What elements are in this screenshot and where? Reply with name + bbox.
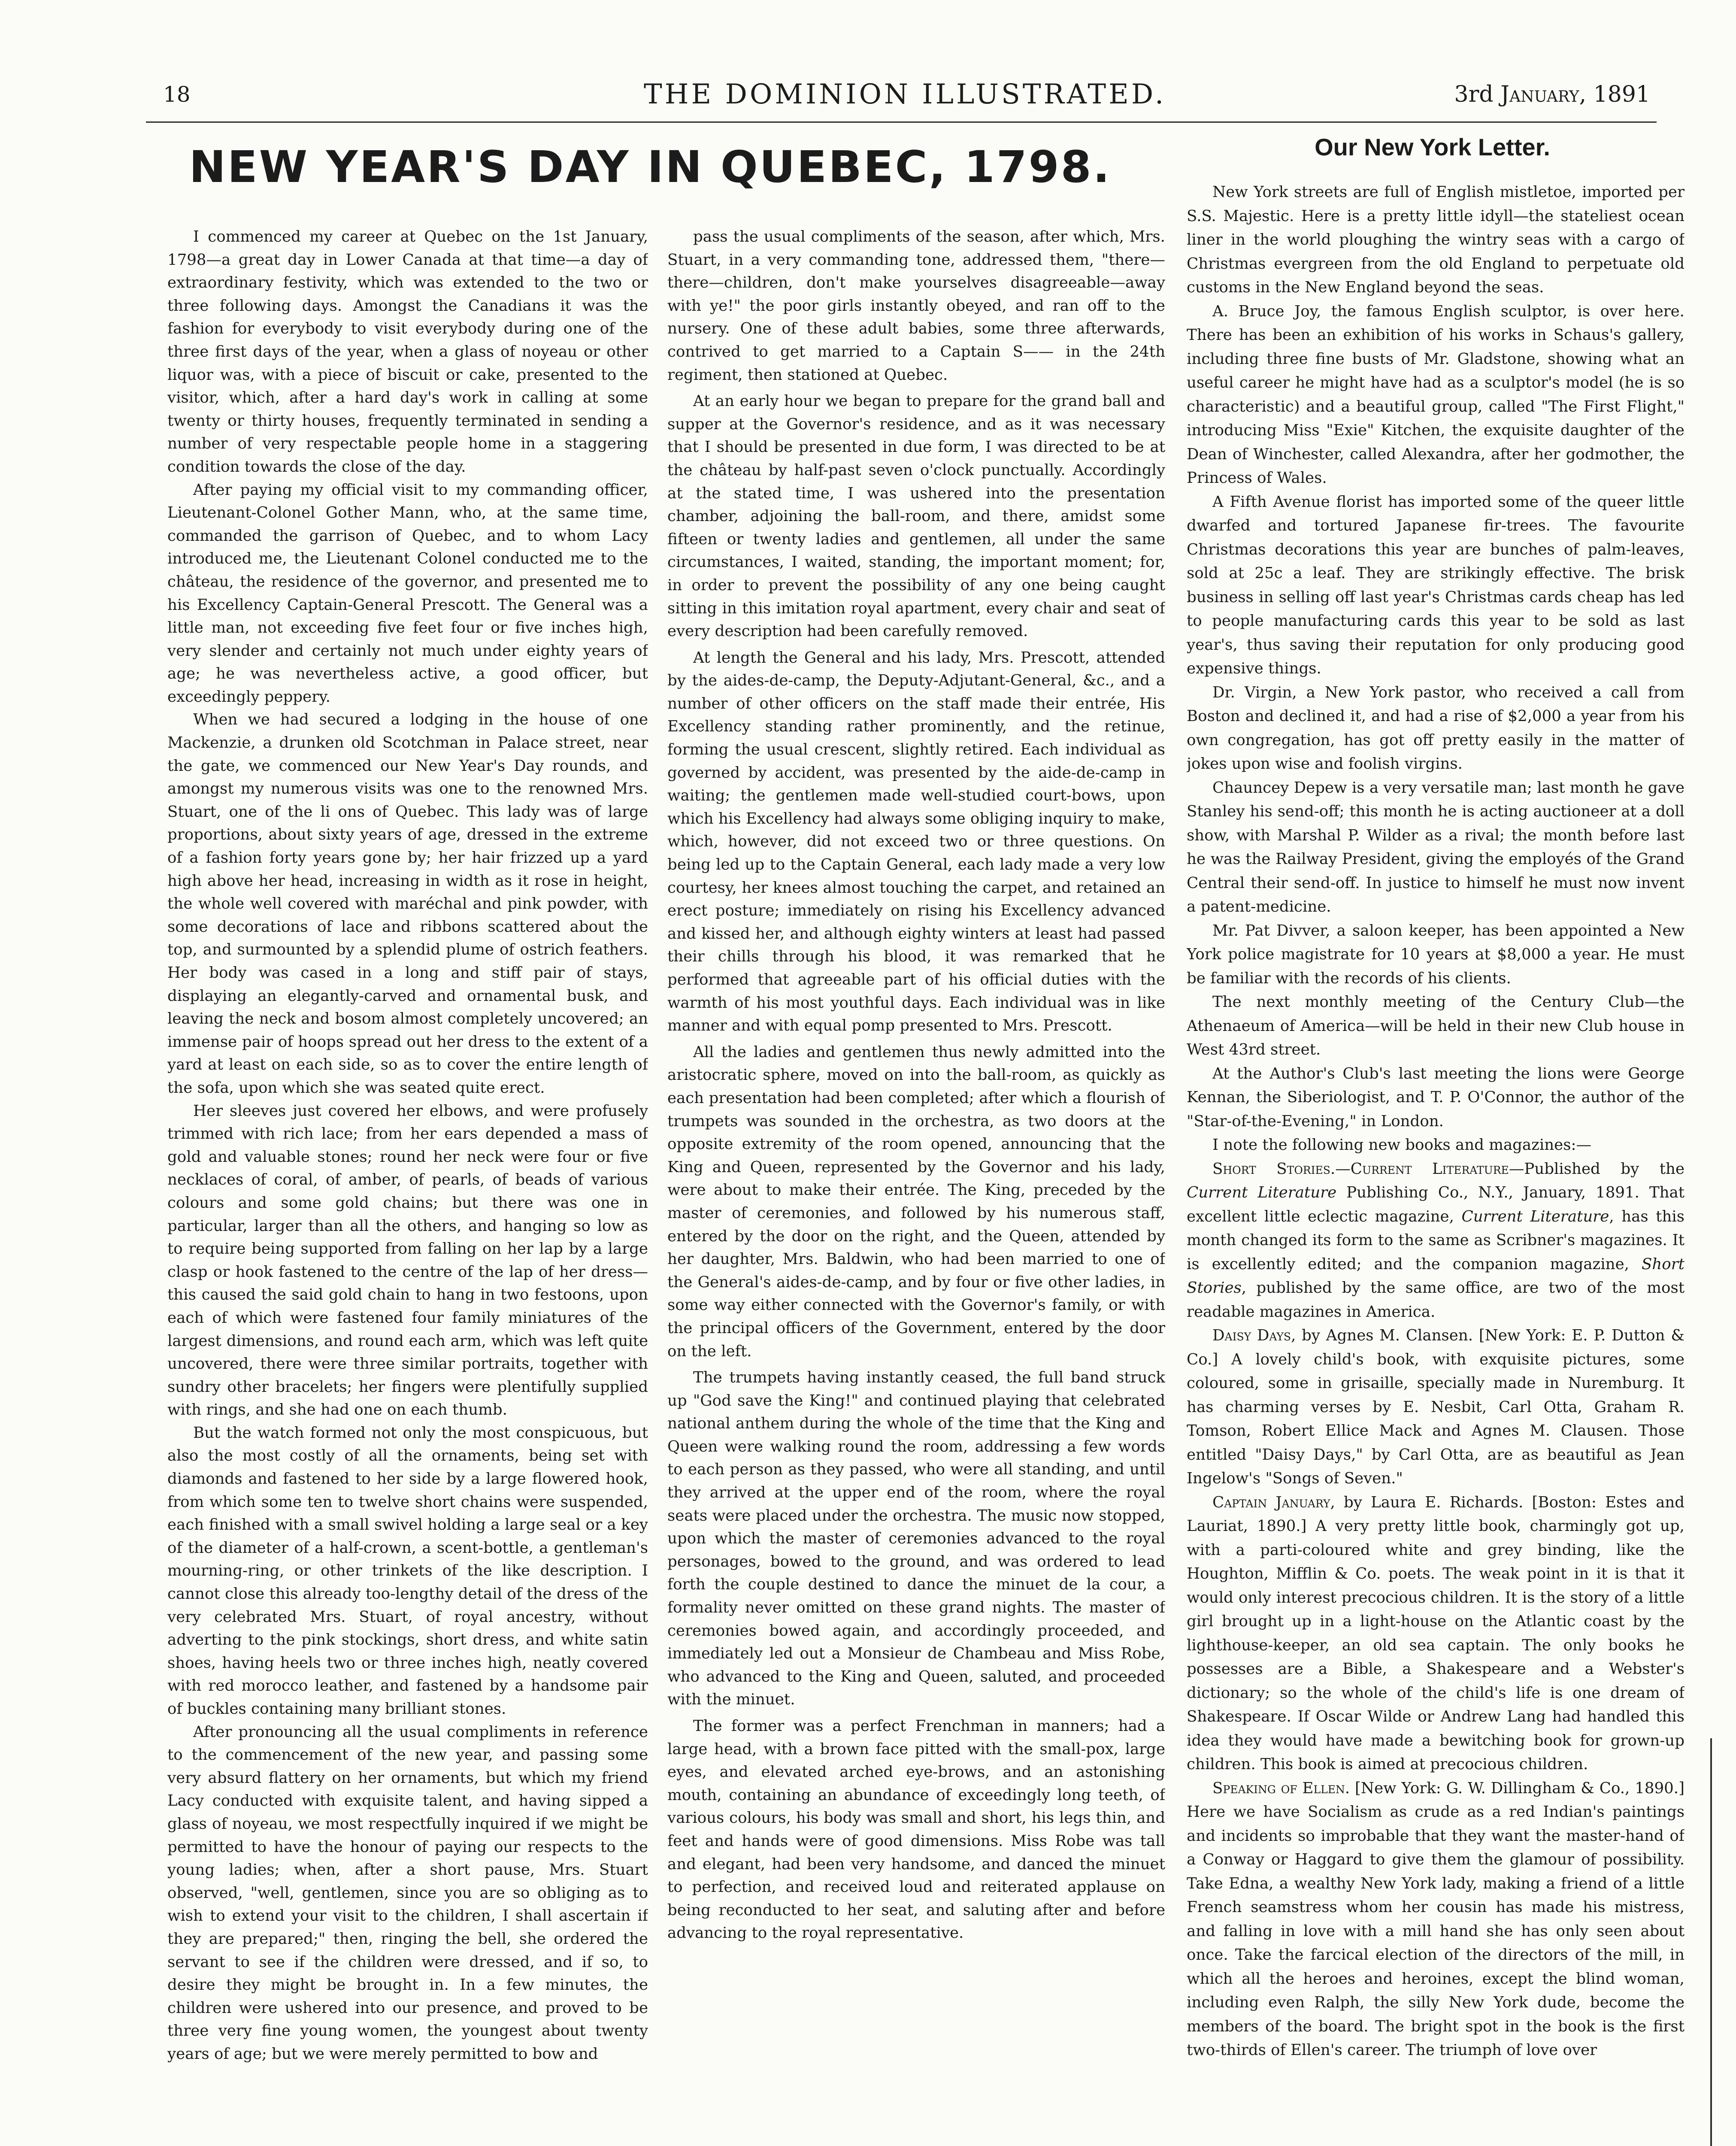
paragraph: But the watch formed not only the most conspicuous, but also the most costly of all the ornaments, being set with diamonds and fastened to her side by a large flowered hook, from which some ten to twelve short chains were suspended, each finished with a small swivel holding a large seal or a key of the diameter of a half-crown, a scent-bottle, a gentleman's mourning-ring, or other trinkets of the like description. I cannot close this already too-lengthy detail of the dress of the very celebrated Mrs. Stuart, of royal ancestry, without adverting to the pink stockings, short dress, and white satin shoes, having heels two or three inches high, neatly covered with red morocco leather, and fastened by a handsome pair of buckles containing many brilliant stones. [167,1424,648,1718]
paragraph: The next monthly meeting of the Century Club—the Athenaeum of America—will be held in their new Club house in West 43rd street. [1187,993,1684,1058]
paragraph: When we had secured a lodging in the house of one Mackenzie, a drunken old Scotchman in Palace street, near the gate, we commenced our New Year's Day rounds, and amongst my numerous visits was one to the renowned Mrs. Stuart, one of the li ons of Quebec. This lady was of large proportions, about sixty years of age, dressed in the extreme of a fashion forty years gone by; her hair frizzed up a yard high above her head, increasing in width as it rose in height, the whole well covered with maréchal and pink powder, with some decorations of lace and ribbons scattered about the top, and surmounted by a splendid plume of ostrich feathers. Her body was cased in a long and stiff pair of stays, displaying an elegantly-carved and ornamental busk, and leaving the neck and bosom almost completely uncovered; an immense pair of hoops spread out her dress to the extent of a yard at least on each side, so as to cover the entire length of the sofa, upon which she was seated quite erect. [167,711,648,1097]
review-speaking-of-ellen [1187,1776,1684,2062]
paragraph: I commenced my career at Quebec on the 1st January, 1798—a great day in Lower Canada at that time—a day of extraordinary festivity, which was extended to the two or three following days. Amongst the Canadians it was the fashion for everybody to visit everybody during one of the three first days of the year, when a glass of noyeau or other liquor was, with a piece of biscuit or cake, presented to the visitor, which, after a hard day's work in calling at some twenty or thirty houses, frequently terminated in sending a number of very respectable people home in a staggering condition towards the close of the day. [167,228,648,476]
review-text: Publishing Co., N.Y., January, 1891. That excellent little eclectic magazine, [1187,1184,1684,1225]
date-year: 1891 [1593,82,1650,107]
review-heading: Captain January [1212,1493,1330,1511]
review-italic: Current Literature [1461,1207,1609,1225]
paragraph: After pronouncing all the usual compliments in reference to the commencement of the new year, and passing some very absurd flattery on her ornaments, but which my friend Lacy conducted with exquisite talent, and having sipped a glass of noyeau, we most respectfully inquired if we might be permitted to have the honour of paying our respects to the young ladies; when, after a short pause, Mrs. Stuart observed, "well, gentlemen, since you are so obliging as to wish to extend your visit to the children, I shall ascertain if they are prepared;" then, ringing the bell, she ordered the servant to see if the children were dressed, and if so, to desire they might be brought in. In a few minutes, the children were ushered into our presence, and proved to be three very fine young women, the youngest about twenty years of age; but we were merely permitted to bow and [167,1723,648,2063]
review-heading: Speaking of Ellen [1212,1779,1345,1797]
paragraph: pass the usual compliments of the season, after which, Mrs. Stuart, in a very commanding tone, addressed them, "there—there—children, don't make yourselves disagreeable—away with ye!" the poor girls instantly obeyed, and ran off to the nursery. One of these adult babies, some three afterwards, contrived to get married to a Captain S—— in the 24th regiment, then stationed at Quebec. [667,228,1165,384]
review-italic: Current Literature [1187,1184,1337,1201]
paragraph: Chauncey Depew is a very versatile man; last month he gave Stanley his send-off; this month he is acting auctioneer at a doll show, with Marshal P. Wilder as a rival; the month before last he was the Railway President, giving the employés of the Grand Central their send-off. In justice to himself he must now invent a patent-medicine. [1187,779,1684,915]
page-edge-rule [1710,1738,1712,2146]
review-text: , has this month changed its form to the same as Scribner's magazines. It is excellently edited; and the companion magazine, [1187,1207,1684,1273]
paragraph: Mr. Pat Divver, a saloon keeper, has been appointed a New York police magistrate for 10 years at $8,000 a year. He must be familiar with the records of his clients. [1187,921,1684,987]
review-heading: Daisy Days [1212,1327,1291,1344]
article-column-2 [667,225,1165,2146]
review-text: , by Agnes M. Clansen. [New York: E. P. Dutton & Co.] A lovely child's book, with exquisite pictures, some coloured, some in grisaille, specially made in Nuremburg. It has charming verses by E. Nesbit, Carl Otta, Graham R. Tomson, Robert Ellice Mack and Agnes M. Clausen. Those entitled "Daisy Days," by Carl Otta, are as beautiful as Jean Ingelow's "Songs of Seven." [1187,1327,1684,1487]
header-rule [146,121,1657,123]
review-text: , by Laura E. Richards. [Boston: Estes and Lauriat, 1890.] A very pretty little book, charmingly got up, with a parti-coloured white and grey binding, like the Houghton, Mifflin & Co. poets. The weak point in it is that it would only interest precocious children. It is the story of a little girl brought up in a light-house on the Atlantic coast by the lighthouse-keeper, an old sea captain. The only books he possesses are a Bible, a Shakespeare and a Webster's dictionary; so the whole of the child's life is one dream of Shakespeare. If Oscar Wilde or Andrew Lang had handled this idea they would have made a bewitching book for grown-up children. This book is aimed at precocious children. [1187,1493,1684,1773]
review-text: . [New York: G. W. Dillingham & Co., 1890.] Here we have Socialism as crude as a red Indian's paintings and incidents so improbable that they want the master-hand of a Conway or Haggard to give them the glamour of possibility. Take Edna, a wealthy New York lady, making a friend of a little French seamstress whom her cousin has made his mistress, and falling in love with a mill hand she has only seen about once. Take the farcical election of the directors of the mill, in which all the heroes and heroines, except the blind woman, including even Ralph, the silly New York dude, become the members of the board. The bright spot in the book is the first two-thirds of Ellen's career. The triumph of love over [1187,1779,1684,2059]
masthead: THE DOMINION ILLUSTRATED. [644,79,1166,110]
review-captain-january [1187,1491,1684,1776]
paragraph: I note the following new books and magazines:— [1212,1136,1592,1154]
date-month: January, [1500,82,1587,107]
letter-column [1187,167,1684,2146]
paragraph: The trumpets having instantly ceased, the full band struck up "God save the King!" and continued playing that celebrated national anthem during the whole of the time that the King and Queen were walking round the room, addressing a few words to each person as they passed, who were all standing, and until they arrived at the upper end of the room, where the royal seats were placed under the orchestra. The music now stopped, upon which the master of ceremonies advanced to the royal personages, bowed to the ground, and was ordered to lead forth the couple destined to dance the minuet de la cour, a formality never omitted on these grand nights. The master of ceremonies bowed again, and accordingly proceeded, and immediately led out a Monsieur de Chambeau and Miss Robe, who advanced to the King and Queen, saluted, and proceeded with the minuet. [667,1369,1165,1709]
paragraph: A. Bruce Joy, the famous English sculptor, is over here. There has been an exhibition of his works in Schaus's gallery, including three fine busts of Mr. Gladstone, showing what an useful career he might have had as a sculptor's model (he is so characteristic) and a beautiful group, called "The First Flight," introducing Miss "Exie" Kitchen, the exquisite daughter of the Dean of Winchester, called Alexandra, after her godmother, the Princess of Wales. [1187,302,1684,487]
paragraph: At length the General and his lady, Mrs. Prescott, attended by the aides-de-camp, the Deputy-Adjutant-General, &c., and a number of other officers on the staff made their entrée, His Excellency standing rather prominently, and the retinue, forming the usual crescent, slightly retired. Each individual as governed by accident, was presented by the aide-de-camp in waiting; the gentlemen made well-studied court-bows, upon which his Excellency had always some obliging inquiry to make, which, however, did not exceed two or three questions. On being led up to the Captain General, each lady made a very low courtesy, her knees almost touching the carpet, and retained an erect posture; immediately on rising his Excellency advanced and kissed her, and although eighty winters at least had passed their chills through his blood, it was remarked that he performed that agreeable part of his official duties with the warmth of his most youthful days. Each individual was in like manner and with equal pomp presented to Mrs. Prescott. [667,649,1165,1035]
paragraph: Dr. Virgin, a New York pastor, who received a call from Boston and declined it, and had a rise of $2,000 a year from his own congregation, has got off pretty easily in the matter of jokes upon wise and foolish virgins. [1187,683,1684,773]
paragraph: The former was a perfect Frenchman in manners; had a large head, with a brown face pitted with the small-pox, large eyes, and elevated arched eye-brows, and an astonishing mouth, containing an abundance of exceedingly long teeth, of various colours, his body was small and short, his legs thin, and feet and hands were of good dimensions. Miss Robe was tall and elegant, had been very handsome, and danced the minuet to perfection, and received loud and reiterated applause on being reconducted to her seat, and saluting after and before advancing to the royal representative. [667,1717,1165,1942]
article-title: NEW YEAR'S DAY IN QUEBEC, 1798. [189,142,1112,193]
date-day: 3rd [1454,82,1494,107]
review-text: —Published by the [1509,1160,1684,1178]
issue-date [1454,75,1650,114]
review-heading: Short Stories.—Current Literature [1212,1160,1509,1178]
paragraph: At an early hour we began to prepare for the grand ball and supper at the Governor's residence, and as it was necessary that I should be presented in due form, I was directed to be at the château by half-past seven o'clock punctually. Accordingly at the stated time, I was ushered into the presentation chamber, adjoining the ball-room, and there, amidst some fifteen or twenty ladies and gentlemen, all under the same circumstances, I waited, standing, the important moment; for, in order to prevent the possibility of any one being caught sitting in this imitation royal apartment, every chair and seat of every description had been carefully removed. [667,392,1165,640]
letter-title: Our New York Letter. [1315,133,1550,161]
review-text: , published by the same office, are two of the most readable magazines in America. [1187,1279,1684,1321]
article-column-1 [167,225,648,2146]
paragraph: At the Author's Club's last meeting the lions were George Kennan, the Siberiologist, and T. P. O'Connor, the author of the "Star-of-the-Evening," in London. [1187,1064,1684,1130]
paragraph: New York streets are full of English mistletoe, imported per S.S. Majestic. Here is a pretty little idyll—the stateliest ocean liner in the world ploughing the wintry seas with a cargo of Christmas evergreen from the old England to perpetuate old customs in the New England beyond the seas. [1187,183,1684,296]
paragraph: Her sleeves just covered her elbows, and were profusely trimmed with rich lace; from her ears depended a mass of gold and valuable stones; round her neck were four or five necklaces of coral, of amber, of pearls, of beads of various colours and some gold chains; but there was one in particular, larger than all the others, and hanging so low as to require being supported from falling on her lap by a large clasp or hook fastened to the centre of the lap of her dress—this caused the said gold chain to hang in two festoons, upon each of which were fastened four family miniatures of the largest dimensions, and round each arm, which was left quite uncovered, there were three similar portraits, together with sundry other bracelets; her fingers were plentifully supplied with rings, and she had one on each thumb. [167,1102,648,1419]
paragraph: All the ladies and gentlemen thus newly admitted into the aristocratic sphere, moved on into the ball-room, as quickly as each presentation had been completed; after which a flourish of trumpets was sounded in the orchestra, as two doors at the opposite extremity of the room opened, announcing that the King and Queen, represented by the Governor and his lady, were about to make their entrée. The King, preceded by the master of ceremonies, and followed by his numerous staff, entered by the door on the right, and the Queen, attended by her daughter, Mrs. Baldwin, who had been married to one of the General's aides-de-camp, and by four or five other ladies, in some way either connected with the Governor's family, or with the principal officers of the Government, entered by the door on the left. [667,1043,1165,1360]
page-number: 18 [163,82,191,107]
paragraph: A Fifth Avenue florist has imported some of the queer little dwarfed and tortured Japanese fir-trees. The favourite Christmas decorations this year are bunches of palm-leaves, sold at 25c a leaf. They are strikingly effective. The brisk business in selling off last year's Christmas cards cheap has led to people manufacturing cards this year to be sold as last year's, thus saving their reputation for only producing good expensive things. [1187,493,1684,677]
review-short-stories [1187,1157,1684,1324]
review-daisy-days [1187,1324,1684,1491]
paragraph: After paying my official visit to my commanding officer, Lieutenant-Colonel Gother Mann, who, at the same time, commanded the garrison of Quebec, and to whom Lacy introduced me, the Lieutenant Colonel conducted me to the château, the residence of the governor, and presented me to his Excellency Captain-General Prescott. The General was a little man, not exceeding five feet four or five inches high, very slender and certainly not much under eighty years of age; he was nevertheless active, a good officer, but exceedingly peppery. [167,481,648,706]
review-italic: Short Stories [1187,1255,1684,1297]
